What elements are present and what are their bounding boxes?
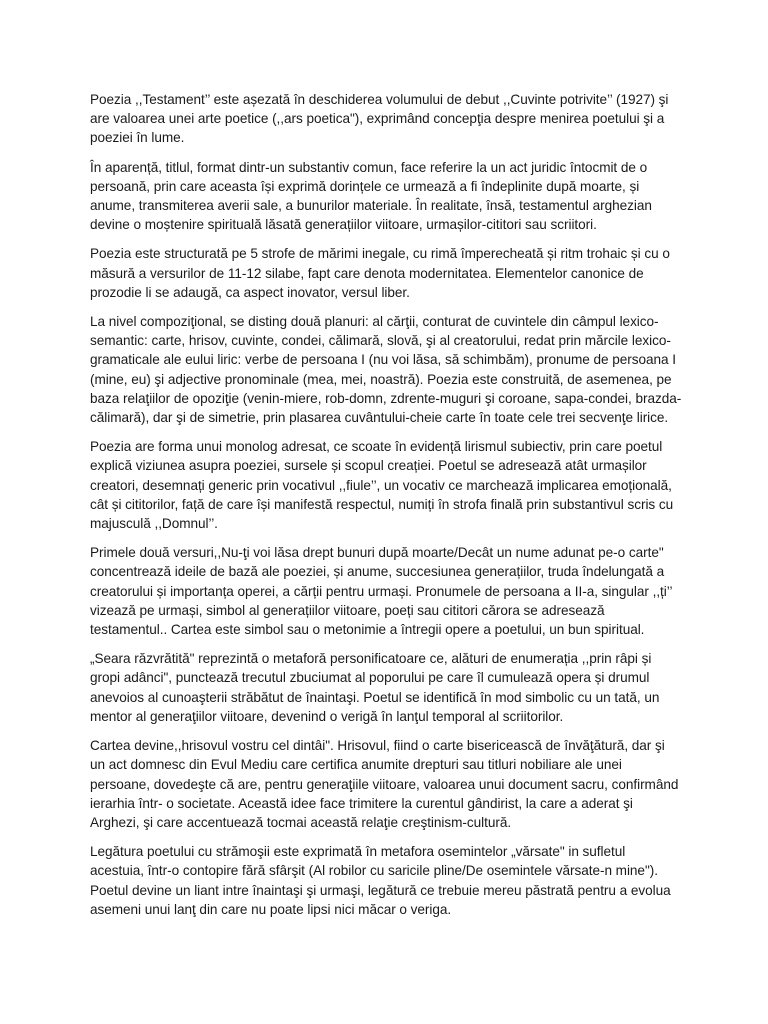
paragraph-evening-metaphor: „Seara răzvrătită" reprezintă o metaforă personificatoare ce, alături de enumerația ,,prin râpi și gropi adânci", punctează trecutul zbuciumat al poporului pe care îl cumulează opera și drumul anevoios al cunoaşterii străbătut de înaintaşi. Poetul se identifică în mod simbolic cu un tată, un mentor al generaţiilor viitoare, devenind o verigă în lanţul temporal al scriitorilor. [90, 651, 660, 724]
paragraph-first-verses: Primele două versuri,,Nu-ţi voi lăsa drept bunuri după moarte/Decât un nume adunat pe-o carte" concentrează ideile de bază ale poeziei, și anume, succesiunea generațiilor, truda îndelungată a creatorului și importanța operei, a cărții pentru urmași. Pronumele de persoana a II-a, singular ,,ți’’ vizează pe urmași, simbol al generațiilor viitoare, poeți sau cititori cărora se adresează testamentul.. Cartea este simbol sau o metonimie a întregii opere a poetului, un bun spiritual. [90, 545, 672, 638]
paragraph-ancestors: Legătura poetului cu strămoşii este exprimată în metafora osemintelor „vărsate" in sufletul acestuia, într-o contopire fără sfârşit (Al robilor cu saricile pline/De osemintele vărsate-n mine"). Poetul devine un liant intre înaintaşi şi urmaşi, legătură ce trebuie mereu păstrată pentru a evolua asemeni unui lanţ din care nu poate lipsi nici măcar o veriga. [90, 844, 671, 917]
paragraph-title: În aparență, titlul, format dintr-un substantiv comun, face referire la un act juridic întocmit de o persoană, prin care aceasta își exprimă dorințele ce urmează a fi îndeplinite după moarte, și anume, transmiterea averii sale, a bunurilor materiale. În realitate, însă, testamentul arghezian devine o moștenire spirituală lăsată generațiilor viitoare, urmașilor-cititori sau scriitori. [90, 159, 652, 233]
paragraph-intro: Poezia ,,Testament’’ este așezată în deschiderea volumului de debut ,,Cuvinte potrivite’’ (1927) şi are valoarea unei arte poetice (,,ars poetica"), exprimând concepţia despre menirea poetului şi a poeziei în lume. [90, 92, 669, 146]
paragraph-hrisov: Cartea devine,,hrisovul vostru cel dintâi". Hrisovul, fiind o carte bisericească de învăţătură, dar şi un act domnesc din Evul Mediu care certifica anumite drepturi sau titluri nobiliare ale unei persoane, dovedeşte că are, pentru generaţiile viitoare, valoarea unui document sacru, confirmând ierarhia într- o societate. Această idee face trimitere la curentul gândirist, la care a aderat şi Arghezi, şi care accentuează tocmai această relaţie creştinism-cultură. [90, 738, 679, 830]
paragraph-composition: La nivel compoziţional, se disting două planuri: al cărţii, conturat de cuvintele din câmpul lexico-semantic: carte, hrisov, cuvinte, condei, călimară, slovă, şi al creatorului, redat prin mărcile lexico-gramaticale ale eului liric: verbe de persoana I (nu voi lăsa, să schimbăm), pronume de persoana I (mine, eu) şi adjective pronominale (mea, mei, noastră). Poezia este construită, de asemenea, pe baza relaţiilor de opoziţie (venin-miere, rob-domn, zdrente-muguri şi coroane, sapa-condei, brazda-călimară), dar şi de simetrie, prin plasarea cuvântului-cheie carte în toate cele trei secvenţe lirice. [90, 314, 682, 426]
paragraph-monologue: Poezia are forma unui monolog adresat, ce scoate în evidență lirismul subiectiv, prin care poetul explică viziunea asupra poeziei, sursele și scopul creației. Poetul se adresează atât urmașilor creatori, desemnați generic prin vocativul ,,fiule’’, un vocativ ce marchează implicarea emoțională, cât și cititorilor, față de care își manifestă respectul, numiți în strofa finală prin substantivul scris cu majusculă ,,Domnul’’. [90, 439, 674, 532]
document-page [90, 90, 682, 929]
paragraph-structure: Poezia este structurată pe 5 strofe de mărimi inegale, cu rimă împerecheată și ritm trohaic și cu o măsură a versurilor de 11-12 silabe, fapt care denota modernitatea. Elementelor canonice de prozodie li se adaugă, ca aspect inovator, versul liber. [90, 246, 670, 300]
